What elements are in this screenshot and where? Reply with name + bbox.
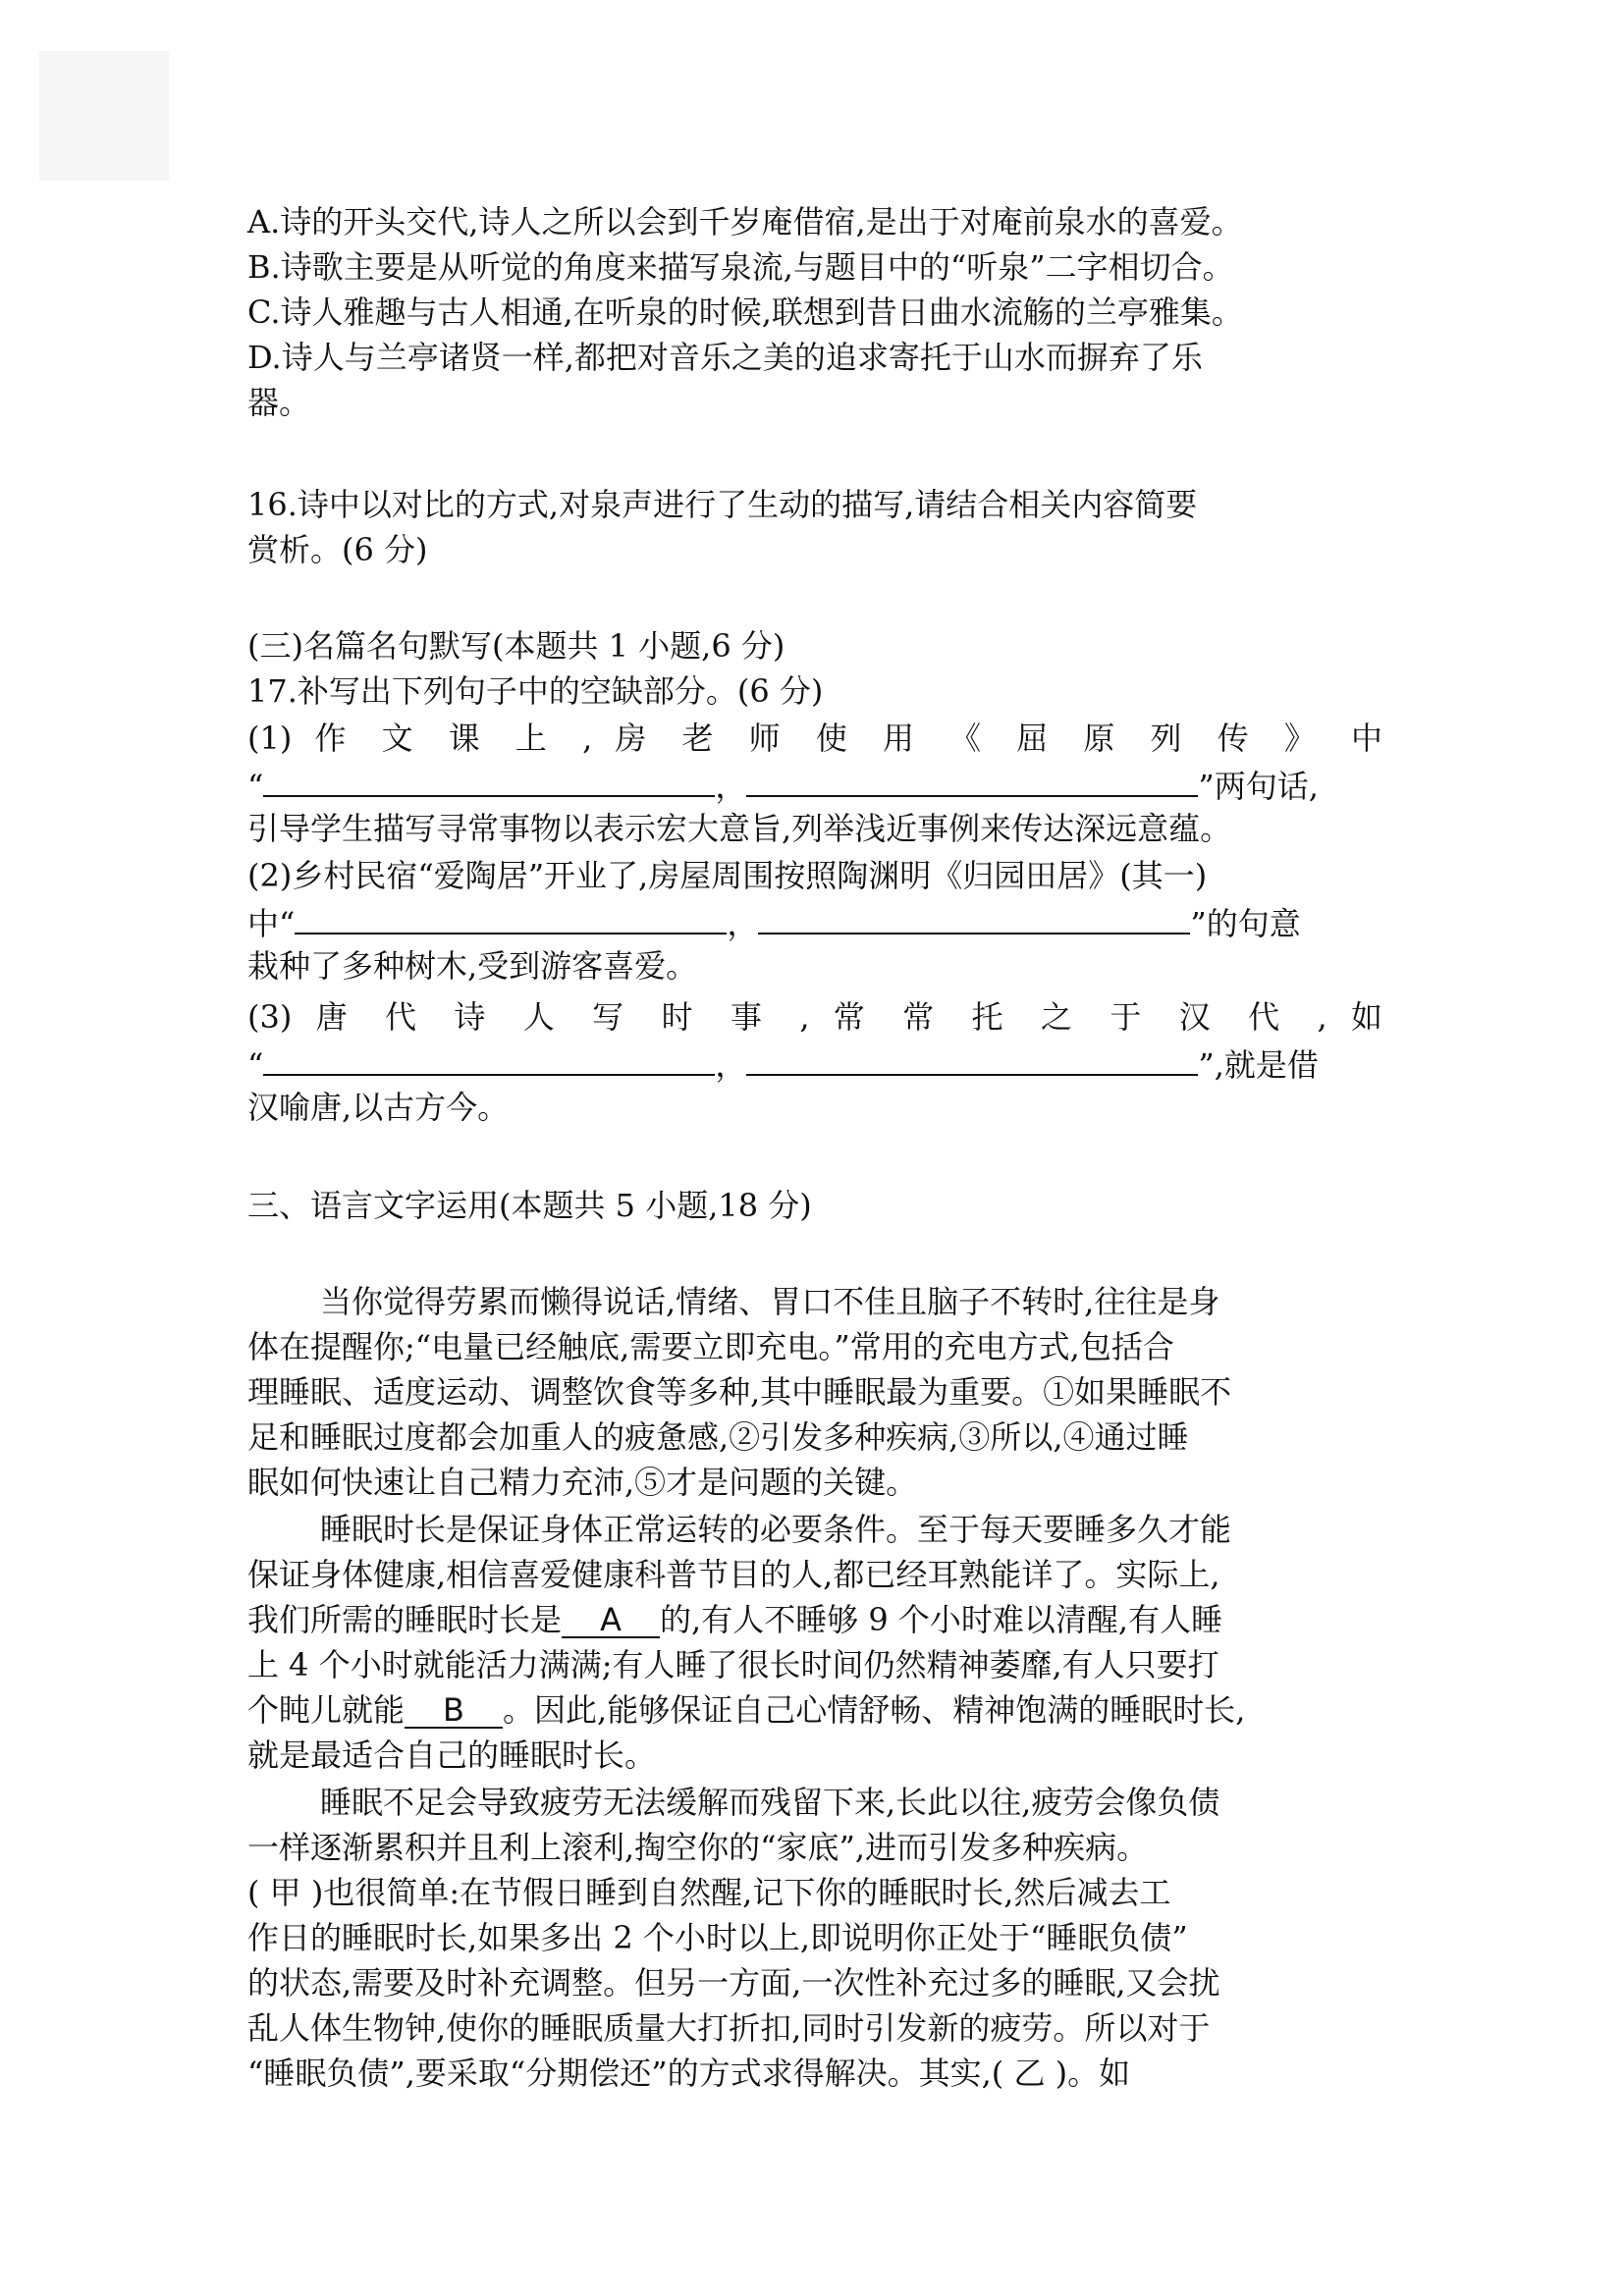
q17-p2-line2 <box>247 899 1382 942</box>
fill-blank-2b[interactable] <box>758 899 1190 934</box>
q17-p3-line2 <box>247 1041 1382 1084</box>
section-title: (三)名篇名句默写(本题共 1 小题,6 分) <box>247 627 785 665</box>
fill-blank-3b[interactable] <box>746 1041 1198 1076</box>
para3-line7: “睡眠负债”,要采取“分期偿还”的方式求得解决。其实,( 乙 )。如 <box>247 2055 1131 2092</box>
fill-blank-1a[interactable] <box>263 762 715 797</box>
para2-line4: 上 4 个小时就能活力满满;有人睡了很长时间仍然精神萎靡,有人只要打 <box>247 1646 1219 1683</box>
q17-title: 17.补写出下列句子中的空缺部分。(6 分) <box>247 672 824 710</box>
q16-line2: 赏析。(6 分) <box>247 531 428 568</box>
blank-b[interactable]: B <box>405 1693 503 1729</box>
para3-line1: 睡眠不足会导致疲劳无法缓解而残留下来,长此以往,疲劳会像负债 <box>320 1784 1220 1821</box>
q17-p3-line1: (3) 唐 代 诗 人 写 时 事 , 常 常 托 之 于 汉 代 , 如 <box>247 998 1382 1036</box>
q17-p2-line1: (2)乡村民宿“爱陶居”开业了,房屋周围按照陶渊明《归园田居》(其一) <box>247 857 1208 894</box>
q16-line1: 16.诗中以对比的方式,对泉声进行了生动的描写,请结合相关内容简要 <box>247 486 1198 523</box>
para3-line3: ( 甲 )也很简单:在节假日睡到自然醒,记下你的睡眠时长,然后减去工 <box>247 1874 1171 1911</box>
para2-line3-pre: 我们所需的睡眠时长是 <box>247 1601 563 1638</box>
blank-a[interactable]: A <box>562 1603 660 1638</box>
para2-line5 <box>247 1688 1382 1732</box>
open-quote: “ <box>247 1046 264 1084</box>
option-a: A.诗的开头交代,诗人之所以会到千岁庵借宿,是出于对庵前泉水的喜爱。 <box>247 203 1243 240</box>
q17-p3-after: ”,就是借 <box>1198 1046 1319 1084</box>
fill-blank-1b[interactable] <box>746 762 1198 797</box>
corner-watermark <box>39 51 169 181</box>
fill-blank-2a[interactable] <box>295 899 727 934</box>
para1-line3: 理睡眠、适度运动、调整饮食等多种,其中睡眠最为重要。①如果睡眠不 <box>247 1373 1232 1411</box>
para2-line3-post: 的,有人不睡够 9 个小时难以清醒,有人睡 <box>660 1601 1223 1638</box>
comma: ， <box>715 768 747 805</box>
para1-line5: 眠如何快速让自己精力充沛,⑤才是问题的关键。 <box>247 1464 918 1501</box>
para2-line5-pre: 个盹儿就能 <box>247 1691 406 1729</box>
open-quote: “ <box>247 768 264 805</box>
option-d-line2: 器。 <box>247 384 311 421</box>
option-d-line1: D.诗人与兰亭诸贤一样,都把对音乐之美的追求寄托于山水而摒弃了乐 <box>247 339 1203 376</box>
open-quote: 中“ <box>247 905 296 942</box>
q17-p2-after: ”的句意 <box>1190 905 1301 942</box>
para3-line2: 一样逐渐累积并且利上滚利,掏空你的“家底”,进而引发多种疾病。 <box>247 1829 1149 1866</box>
q17-p2-line3: 栽种了多种树木,受到游客喜爱。 <box>247 947 698 985</box>
para2-line3 <box>247 1598 1382 1641</box>
para3-line5: 的状态,需要及时补充调整。但另一方面,一次性补充过多的睡眠,又会扰 <box>247 1964 1220 2002</box>
para3-line4: 作日的睡眠时长,如果多出 2 个小时以上,即说明你正处于“睡眠负债” <box>247 1919 1188 1956</box>
para1-line2: 体在提醒你;“电量已经触底,需要立即充电。”常用的充电方式,包括合 <box>247 1328 1174 1365</box>
para3-line6: 乱人体生物钟,使你的睡眠质量大打折扣,同时引发新的疲劳。所以对于 <box>247 2009 1211 2047</box>
part3-title: 三、语言文字运用(本题共 5 小题,18 分) <box>247 1187 812 1224</box>
fill-blank-3a[interactable] <box>263 1041 715 1076</box>
para2-line2: 保证身体健康,相信喜爱健康科普节目的人,都已经耳熟能详了。实际上, <box>247 1556 1220 1593</box>
para2-line5-post: 。因此,能够保证自己心情舒畅、精神饱满的睡眠时长, <box>503 1691 1246 1729</box>
q17-p1-line3: 引导学生描写寻常事物以表示宏大意旨,列举浅近事例来传达深远意蕴。 <box>247 810 1232 847</box>
para2-line1: 睡眠时长是保证身体正常运转的必要条件。至于每天要睡多久才能 <box>320 1511 1232 1548</box>
comma: ， <box>727 905 759 942</box>
para2-line6: 就是最适合自己的睡眠时长。 <box>247 1736 657 1774</box>
q17-p3-line3: 汉喻唐,以古方今。 <box>247 1089 510 1126</box>
para1-line1: 当你觉得劳累而懒得说话,情绪、胃口不佳且脑子不转时,往往是身 <box>320 1283 1220 1320</box>
option-b: B.诗歌主要是从听觉的角度来描写泉流,与题目中的“听泉”二字相切合。 <box>247 248 1234 286</box>
para1-line4: 足和睡眠过度都会加重人的疲惫感,②引发多种疾病,③所以,④通过睡 <box>247 1418 1189 1456</box>
q17-p1-line2 <box>247 762 1382 805</box>
option-c: C.诗人雅趣与古人相通,在听泉的时候,联想到昔日曲水流觞的兰亭雅集。 <box>247 294 1243 331</box>
q17-p1-after: ”两句话, <box>1198 768 1319 805</box>
q17-p1-line1: (1) 作 文 课 上 , 房 老 师 使 用 《 屈 原 列 传 》 中 <box>247 720 1382 757</box>
comma: ， <box>715 1046 747 1084</box>
